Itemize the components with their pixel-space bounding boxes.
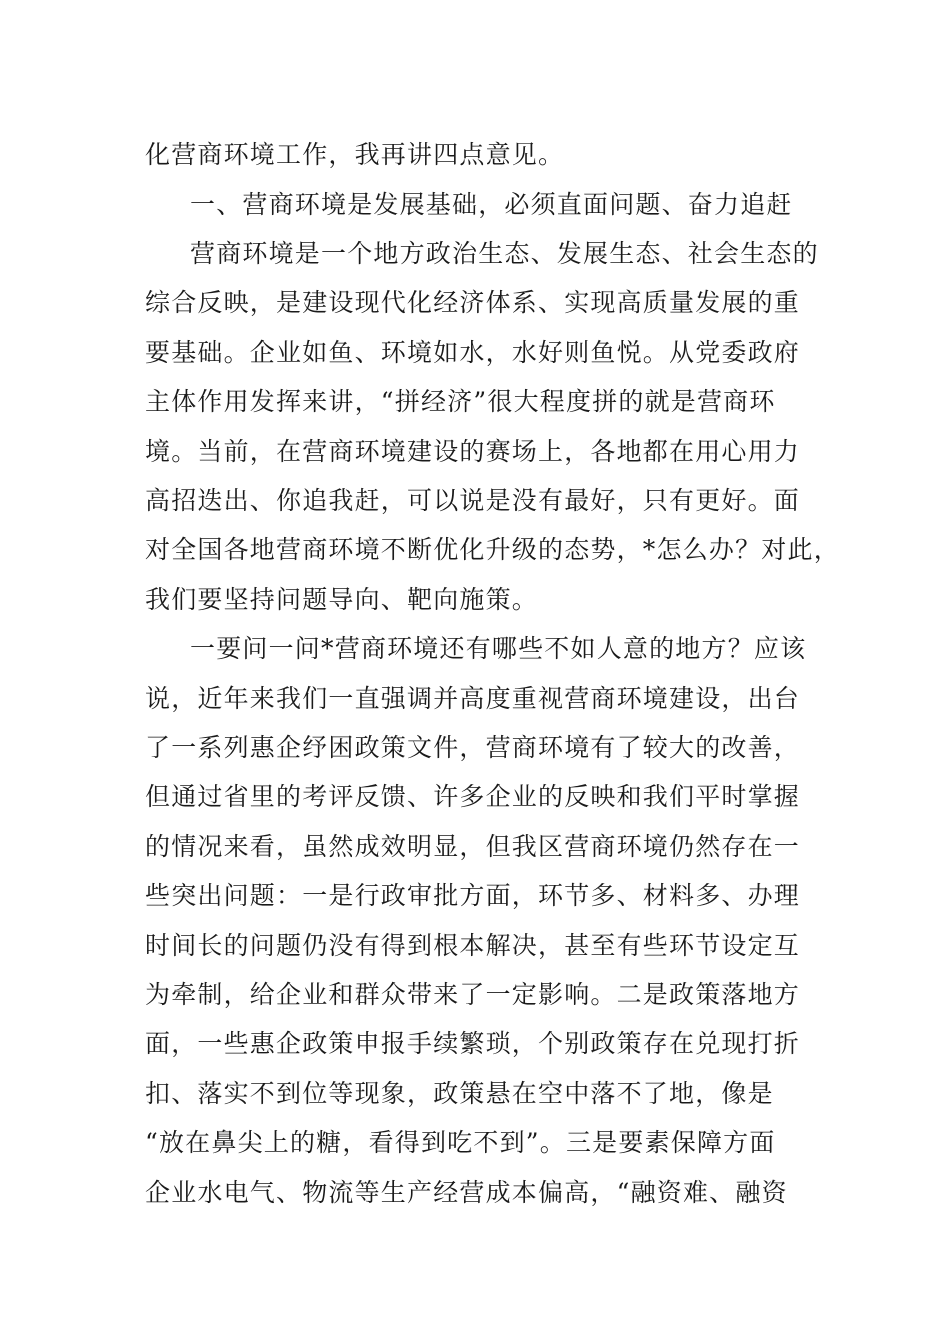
text-line: 境。当前，在营商环境建设的赛场上，各地都在用心用力 bbox=[145, 437, 801, 466]
text-line: 要基础。企业如鱼、环境如水，水好则鱼悦。从党委政府 bbox=[145, 338, 801, 367]
text-line: 对全国各地营商环境不断优化升级的态势，*怎么办？对此， bbox=[145, 535, 840, 564]
text-line: 化营商环境工作，我再讲四点意见。 bbox=[145, 140, 565, 169]
text-line: 说，近年来我们一直强调并高度重视营商环境建设，出台 bbox=[145, 684, 801, 713]
text-line: 我们要坚持问题导向、靶向施策。 bbox=[145, 585, 539, 614]
text-line: 高招迭出、你追我赶，可以说是没有最好，只有更好。面 bbox=[145, 486, 801, 515]
text-line: 企业水电气、物流等生产经营成本偏高，“融资难、融资 bbox=[145, 1178, 788, 1207]
text-line: 但通过省里的考评反馈、许多企业的反映和我们平时掌握 bbox=[145, 782, 801, 811]
text-line: 扣、落实不到位等现象，政策悬在空中落不了地，像是 bbox=[145, 1079, 774, 1108]
text-line: 了一系列惠企纾困政策文件，营商环境有了较大的改善， bbox=[145, 733, 801, 762]
text-line: 主体作用发挥来讲，“拼经济”很大程度拼的就是营商环 bbox=[145, 387, 776, 416]
paragraph-start: 营商环境是一个地方政治生态、发展生态、社会生态的 bbox=[190, 239, 819, 268]
section-heading: 一、营商环境是发展基础，必须直面问题、奋力追赶 bbox=[190, 190, 793, 219]
text-line: 时间长的问题仍没有得到根本解决，甚至有些环节设定互 bbox=[145, 931, 801, 960]
paragraph-start: 一要问一问*营商环境还有哪些不如人意的地方？应该 bbox=[190, 634, 807, 663]
text-line: 综合反映，是建设现代化经济体系、实现高质量发展的重 bbox=[145, 288, 801, 317]
text-line: 些突出问题：一是行政审批方面，环节多、材料多、办理 bbox=[145, 881, 801, 910]
text-line: “放在鼻尖上的糖，看得到吃不到”。三是要素保障方面 bbox=[145, 1128, 776, 1157]
text-line: 为牵制，给企业和群众带来了一定影响。二是政策落地方 bbox=[145, 980, 801, 1009]
text-line: 的情况来看，虽然成效明显，但我区营商环境仍然存在一 bbox=[145, 832, 801, 861]
text-line: 面，一些惠企政策申报手续繁琐，个别政策存在兑现打折 bbox=[145, 1029, 801, 1058]
